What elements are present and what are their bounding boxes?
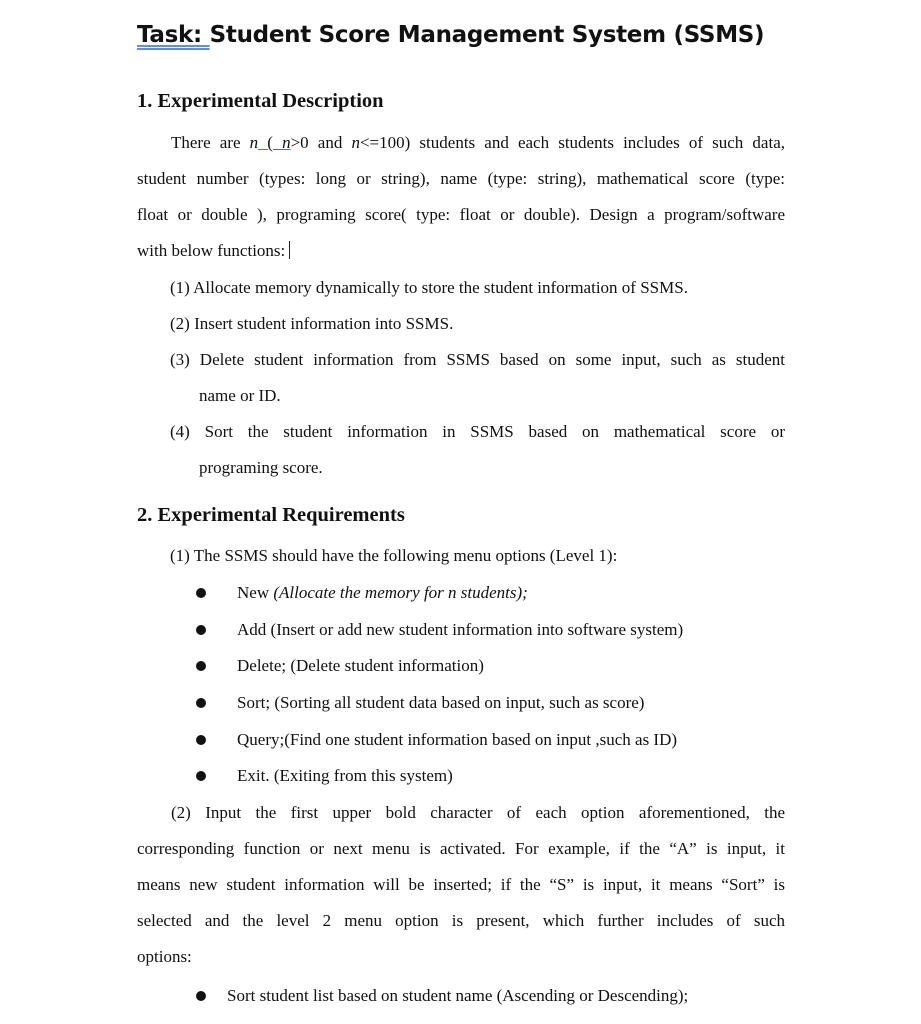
section2-heading: 2. Experimental Requirements [137, 504, 405, 526]
title-text: Student Score Management System (SSMS) [209, 22, 765, 48]
text-cursor [289, 241, 290, 259]
section1-intro [137, 125, 785, 269]
title-task-word: Task [137, 22, 194, 48]
list-item-continuation: programing score. [199, 458, 323, 477]
req2-line-5: options: [137, 947, 192, 966]
section1-heading: 1. Experimental Description [137, 90, 384, 112]
req2-line-2: corresponding function or next menu is activated. For example, if the “A” is input, it [137, 839, 785, 858]
intro-line-4: with below functions: [137, 233, 785, 269]
req2-line-4: selected and the level 2 menu option is present, which further includes of such [137, 911, 785, 930]
intro-line-1: There are n ( n>0 and n<=100) students and each students includes of such data, [171, 133, 785, 152]
list-item-continuation: name or ID. [199, 386, 281, 405]
section1-list [170, 270, 785, 486]
title-colon: : [193, 22, 210, 48]
intro-line-3: float or double ), programing score( type: float or double). Design a program/software [137, 205, 785, 224]
bullet-icon [196, 661, 206, 671]
page-title [137, 22, 764, 48]
bullet-icon [196, 735, 206, 745]
intro-line-2: student number (types: long or string), name (type: string), mathematical score (type: [137, 169, 785, 188]
bullet-icon [196, 771, 206, 781]
list-item: (2) Insert student information into SSMS. [170, 314, 454, 333]
req1-text: (1) The SSMS should have the following menu options (Level 1): [170, 546, 618, 565]
bullet-icon [196, 588, 206, 598]
req2 [137, 795, 785, 975]
bullet-icon [196, 991, 206, 1001]
document-page: Task: Student Score Management System (SSMS) 1. Experimental Description There are n ( n>0 and n<=100) students and each students includes of such data, student number (types: long or string), name (type: string), mathematical score (type: float or double ), programing score( type: float or double). Design a program/software with below functions: (1) Allocate memory dynamically to store the student information of SSMS. (2) Insert student information into SSMS. (3) Delete student information from SSMS based on some input, such as student name or ID. (4) Sort the student information in SSMS based on mathematical score or programing score. 2. Experimental Requirements (1) The SSMS should have the following menu options (Level 1): New (Allocate the memory for n students); Add (Insert or add new student information into software system) Delete; (Delete student information) Sort; (Sorting all student data based on input, such as score) Query;(Find one student information based on input ,such as ID) Exit. (Exiting from this system) (2) Input the first upper bold character of each option aforementioned, the corresponding function or next menu is activated. For example, if the “A” is input, it means new student information will be inserted; if the “S” is input, it means “Sort” is selected and the level 2 menu option is present, which further includes of such options: Sort student list based on student name (Ascending or Descending); [137, 22, 785, 1005]
list-item: (1) Allocate memory dynamically to store the student information of SSMS. [170, 278, 688, 297]
list-item: (3) Delete student information from SSMS based on some input, such as student [170, 350, 785, 369]
req2-line-3: means new student information will be inserted; if the “S” is input, it means “Sort” is [137, 875, 785, 894]
req2-line-1: (2) Input the first upper bold character of each option aforementioned, the [171, 803, 785, 822]
bullet-icon [196, 698, 206, 708]
bullet-icon [196, 625, 206, 635]
list-item: (4) Sort the student information in SSMS based on mathematical score or [170, 422, 785, 441]
req1 [170, 538, 785, 574]
